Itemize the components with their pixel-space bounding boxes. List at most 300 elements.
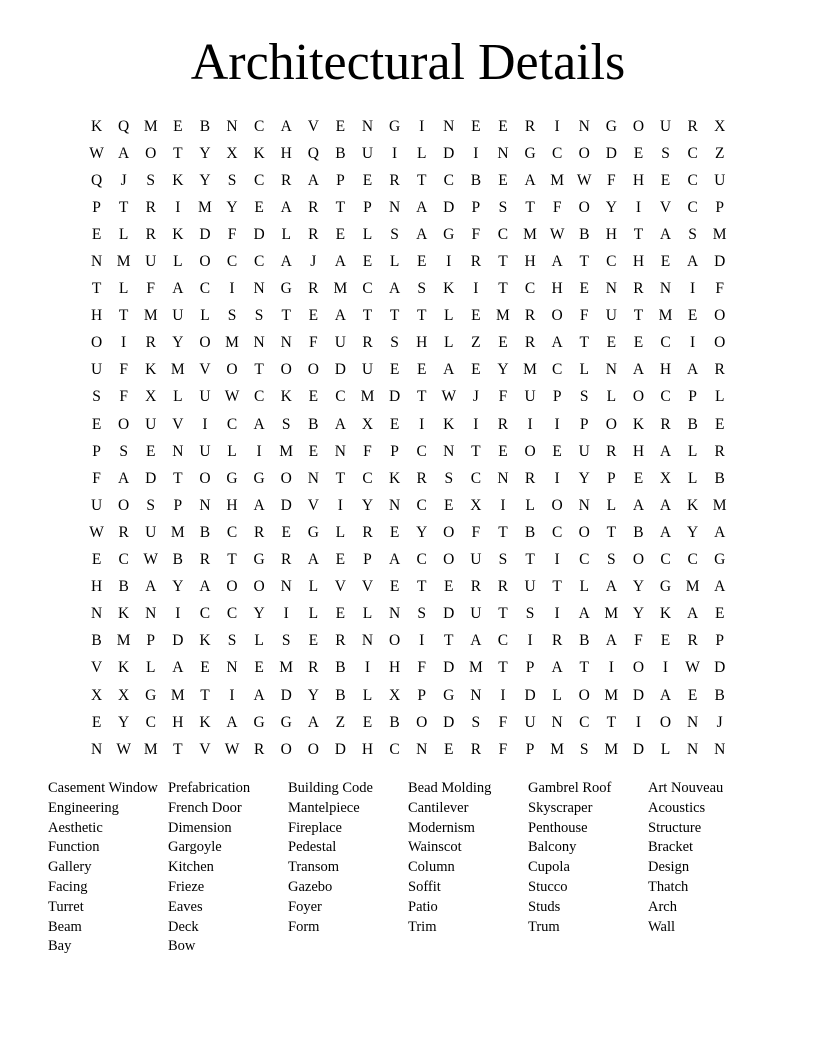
grid-letter: L [525, 496, 535, 514]
grid-letter: T [254, 361, 264, 379]
grid-letter: S [417, 605, 426, 623]
grid-letter: T [416, 307, 427, 325]
grid-letter: E [335, 605, 346, 623]
grid-letter: N [470, 686, 482, 704]
grid-letter: T [118, 307, 129, 325]
grid-letter: D [632, 740, 645, 758]
grid-letter: R [389, 171, 400, 189]
grid-letter: E [444, 578, 454, 596]
grid-letter: I [635, 198, 641, 216]
grid-letter: E [91, 225, 102, 243]
grid-letter: G [226, 469, 238, 487]
grid-letter: C [253, 171, 265, 189]
grid-letter: O [118, 496, 130, 514]
grid-letter: U [361, 144, 374, 162]
grid-letter: K [443, 415, 455, 433]
grid-letter: K [199, 632, 211, 650]
grid-letter: L [579, 578, 589, 596]
grid-letter: B [335, 144, 346, 162]
grid-letter: I [690, 280, 696, 298]
grid-letter: A [659, 523, 672, 541]
grid-letter: M [170, 361, 185, 379]
grid-letter: E [660, 253, 671, 271]
grid-letter: J [472, 388, 479, 406]
grid-letter: P [715, 632, 725, 650]
word-list-item: Modernism [408, 819, 475, 836]
grid-letter: C [362, 469, 373, 487]
grid-letter: A [551, 334, 563, 352]
word-list-item: Transom [288, 859, 340, 876]
grid-letter: N [361, 117, 374, 135]
grid-letter: E [714, 415, 725, 433]
grid-letter: A [659, 442, 672, 460]
grid-letter: N [388, 496, 401, 514]
grid-letter: L [200, 307, 210, 325]
grid-letter: I [175, 605, 181, 623]
grid-letter: P [688, 388, 697, 406]
grid-letter: U [470, 551, 482, 569]
grid-letter: I [419, 117, 425, 135]
grid-letter: E [281, 523, 291, 541]
grid-letter: M [143, 117, 158, 135]
grid-letter: T [498, 523, 508, 541]
grid-letter: E [254, 198, 264, 216]
grid-letter: N [90, 605, 103, 623]
grid-letter: A [253, 415, 265, 433]
grid-letter: S [227, 171, 237, 189]
word-list-item: Form [288, 918, 320, 935]
grid-letter: V [199, 740, 211, 758]
word-list-item: Mantelpiece [288, 799, 360, 816]
grid-letter: B [335, 686, 346, 704]
grid-letter: T [552, 578, 562, 596]
grid-letter: A [687, 361, 699, 379]
grid-letter: N [307, 469, 319, 487]
grid-letter: N [280, 578, 292, 596]
grid-letter: U [524, 388, 536, 406]
grid-letter: R [551, 632, 563, 650]
grid-letter: O [659, 713, 672, 731]
grid-letter: D [443, 659, 455, 677]
grid-letter: N [551, 713, 563, 731]
grid-letter: O [388, 632, 401, 650]
grid-letter: A [334, 307, 346, 325]
grid-letter: G [605, 117, 617, 135]
grid-letter: E [362, 713, 373, 731]
grid-letter: H [90, 307, 103, 325]
grid-letter: M [685, 578, 700, 596]
grid-letter: A [307, 171, 319, 189]
grid-letter: H [416, 334, 428, 352]
word-list-item: Gambrel Roof [528, 780, 612, 796]
grid-letter: O [605, 415, 617, 433]
grid-letter: P [146, 632, 156, 650]
grid-letter: E [308, 388, 319, 406]
word-list-item: Trum [528, 918, 560, 935]
grid-letter: I [690, 334, 696, 352]
grid-letter: R [606, 442, 617, 460]
grid-letter: P [92, 442, 101, 460]
grid-letter: T [200, 686, 210, 704]
grid-letter: E [389, 578, 400, 596]
word-list-item: Deck [168, 918, 199, 935]
word-list-item: Beam [48, 918, 82, 935]
grid-letter: O [118, 415, 130, 433]
grid-letter: Z [471, 334, 481, 352]
grid-letter: M [279, 659, 294, 677]
grid-letter: V [659, 198, 672, 216]
grid-letter: C [226, 415, 238, 433]
grid-letter: L [146, 659, 156, 677]
grid-letter: C [660, 551, 671, 569]
grid-letter: A [416, 225, 428, 243]
grid-letter: T [416, 578, 427, 596]
grid-letter: D [334, 361, 346, 379]
grid-letter: C [199, 605, 211, 623]
grid-letter: I [202, 415, 208, 433]
grid-letter: T [498, 605, 508, 623]
grid-letter: T [335, 469, 346, 487]
grid-letter: S [92, 388, 101, 406]
grid-letter: U [145, 253, 157, 271]
grid-letter: I [527, 415, 533, 433]
grid-letter: D [443, 198, 455, 216]
grid-letter: N [253, 334, 265, 352]
word-list-item: Facing [48, 878, 88, 895]
grid-letter: N [90, 740, 103, 758]
grid-letter: R [660, 415, 671, 433]
grid-letter: A [226, 713, 238, 731]
grid-letter: C [497, 225, 509, 243]
grid-letter: U [524, 578, 536, 596]
grid-letter: N [172, 442, 184, 460]
grid-letter: D [524, 686, 536, 704]
grid-letter: E [498, 334, 508, 352]
grid-letter: O [632, 659, 645, 677]
grid-letter: F [227, 225, 237, 243]
word-list-item: Bracket [648, 839, 694, 856]
grid-letter: C [335, 388, 346, 406]
grid-letter: O [416, 713, 428, 731]
grid-letter: N [605, 361, 617, 379]
grid-letter: A [714, 523, 726, 541]
grid-letter: I [229, 686, 235, 704]
grid-letter: M [170, 523, 185, 541]
grid-letter: J [120, 171, 127, 189]
grid-letter: K [659, 605, 672, 623]
grid-letter: M [604, 686, 619, 704]
grid-letter: G [443, 686, 455, 704]
grid-letter: O [632, 117, 645, 135]
grid-letter: W [685, 659, 700, 677]
grid-letter: F [498, 388, 508, 406]
grid-letter: I [527, 632, 533, 650]
grid-letter: A [443, 361, 455, 379]
grid-letter: R [308, 280, 319, 298]
grid-letter: C [551, 361, 563, 379]
grid-letter: C [416, 442, 427, 460]
grid-letter: B [714, 469, 725, 487]
grid-letter: O [632, 551, 645, 569]
grid-letter: O [226, 361, 238, 379]
grid-letter: A [253, 686, 265, 704]
grid-letter: D [145, 469, 157, 487]
grid-letter: S [498, 198, 508, 216]
grid-letter: N [714, 740, 726, 758]
grid-letter: N [199, 496, 211, 514]
word-list-item [408, 937, 528, 957]
grid-letter: R [524, 469, 536, 487]
grid-letter: Z [714, 144, 725, 162]
grid-letter: M [496, 307, 510, 325]
grid-letter: A [632, 496, 645, 514]
grid-letter: S [661, 144, 670, 162]
grid-letter: D [199, 225, 211, 243]
grid-letter: M [550, 740, 565, 758]
grid-letter: P [336, 171, 345, 189]
word-list-item: Cantilever [408, 799, 469, 816]
grid-letter: E [498, 171, 508, 189]
grid-letter: R [308, 659, 319, 677]
grid-letter: O [253, 578, 265, 596]
grid-letter: T [173, 144, 183, 162]
grid-letter: C [687, 171, 698, 189]
grid-letter: E [146, 442, 156, 460]
grid-letter: X [90, 686, 103, 704]
grid-letter: E [714, 605, 725, 623]
word-list-item: Patio [408, 898, 438, 915]
grid-letter: C [118, 551, 129, 569]
grid-letter: C [660, 334, 671, 352]
word-list-item: Turret [48, 898, 84, 915]
grid-letter: N [388, 198, 401, 216]
grid-letter: S [146, 171, 156, 189]
grid-letter: X [659, 469, 672, 487]
grid-letter: Y [199, 144, 211, 162]
grid-letter: E [444, 740, 454, 758]
grid-letter: M [360, 388, 375, 406]
grid-letter: O [578, 523, 590, 541]
grid-letter: N [90, 253, 103, 271]
word-list-item: Stucco [528, 878, 568, 895]
grid-letter: C [470, 469, 482, 487]
grid-letter: H [551, 280, 563, 298]
grid-letter: W [116, 740, 131, 758]
grid-letter: A [416, 198, 428, 216]
grid-letter: R [714, 361, 725, 379]
grid-letter: L [227, 442, 237, 460]
grid-letter: C [660, 388, 671, 406]
grid-letter: E [173, 117, 183, 135]
grid-letter: D [443, 144, 455, 162]
grid-letter: A [334, 253, 346, 271]
grid-letter: X [226, 144, 238, 162]
grid-letter: C [687, 144, 698, 162]
grid-letter: G [443, 225, 455, 243]
grid-letter: R [687, 117, 698, 135]
grid-letter: S [390, 334, 399, 352]
grid-letter: A [470, 632, 482, 650]
grid-letter: O [280, 361, 292, 379]
grid-letter: R [633, 280, 644, 298]
grid-letter: E [633, 144, 644, 162]
grid-letter: W [576, 171, 592, 189]
grid-letter: A [199, 578, 211, 596]
grid-letter: A [307, 713, 319, 731]
grid-letter: C [226, 605, 238, 623]
grid-letter: L [118, 280, 129, 298]
word-list-item: Aesthetic [48, 819, 103, 836]
word-list-item: Foyer [288, 898, 322, 915]
grid-letter: L [687, 442, 698, 460]
grid-letter: F [119, 361, 128, 379]
grid-letter: E [335, 551, 346, 569]
grid-letter: N [497, 144, 509, 162]
grid-letter: M [279, 442, 294, 460]
grid-letter: F [471, 523, 481, 541]
grid-letter: A [253, 496, 265, 514]
grid-letter: F [146, 280, 156, 298]
grid-letter: P [552, 388, 562, 406]
word-list [48, 779, 768, 957]
grid-letter: O [307, 740, 319, 758]
grid-letter: R [308, 225, 319, 243]
grid-letter: T [498, 253, 508, 271]
grid-letter: K [632, 415, 645, 433]
grid-letter: B [335, 659, 346, 677]
word-list-item: Prefabrication [168, 780, 251, 796]
grid-letter: K [443, 280, 455, 298]
grid-letter: R [145, 334, 156, 352]
grid-letter: J [716, 713, 723, 731]
grid-letter: R [253, 740, 265, 758]
grid-letter: O [714, 334, 726, 352]
grid-letter: G [280, 713, 292, 731]
grid-letter: P [471, 198, 481, 216]
grid-letter: E [362, 253, 373, 271]
grid-letter: T [416, 388, 427, 406]
grid-letter: L [606, 388, 617, 406]
grid-letter: T [633, 225, 644, 243]
grid-letter: G [659, 578, 672, 596]
grid-letter: I [121, 334, 127, 352]
grid-letter: H [361, 740, 374, 758]
grid-letter: E [579, 280, 589, 298]
word-list-item: Thatch [648, 878, 689, 895]
grid-letter: R [253, 523, 265, 541]
grid-letter: A [524, 171, 536, 189]
grid-letter: D [443, 713, 455, 731]
grid-letter: O [145, 144, 157, 162]
word-list-item: Bay [48, 938, 72, 955]
grid-letter: X [388, 686, 401, 704]
grid-letter: W [143, 551, 159, 569]
grid-letter: X [145, 388, 157, 406]
grid-letter: H [172, 713, 184, 731]
grid-letter: O [226, 578, 238, 596]
grid-letter: E [416, 253, 427, 271]
grid-letter: N [226, 659, 238, 677]
grid-letter: S [688, 225, 697, 243]
grid-letter: G [388, 117, 401, 135]
grid-letter: M [143, 307, 158, 325]
grid-letter: A [280, 117, 292, 135]
grid-letter: M [225, 334, 239, 352]
grid-letter: R [497, 578, 509, 596]
grid-letter: A [118, 469, 130, 487]
grid-letter: Y [172, 578, 184, 596]
grid-letter: S [227, 632, 237, 650]
grid-letter: U [361, 361, 374, 379]
grid-letter: I [473, 280, 479, 298]
grid-letter: L [362, 686, 373, 704]
grid-letter: E [687, 307, 698, 325]
grid-letter: O [524, 442, 536, 460]
grid-letter: B [91, 632, 102, 650]
grid-letter: L [389, 253, 400, 271]
grid-letter: L [308, 605, 319, 623]
grid-letter: I [256, 442, 262, 460]
grid-letter: P [579, 415, 589, 433]
grid-letter: M [170, 686, 185, 704]
grid-letter: T [498, 280, 508, 298]
grid-letter: T [498, 659, 508, 677]
grid-letter: L [281, 225, 291, 243]
grid-letter: A [605, 632, 617, 650]
word-list-item [648, 937, 768, 957]
grid-letter: T [606, 523, 617, 541]
grid-letter: O [90, 334, 103, 352]
grid-letter: T [91, 280, 102, 298]
grid-letter: C [253, 388, 265, 406]
grid-letter: R [470, 578, 482, 596]
grid-letter: K [172, 171, 184, 189]
grid-letter: F [417, 659, 426, 677]
word-list-item: Studs [528, 898, 561, 915]
grid-letter: C [551, 144, 563, 162]
grid-letter: G [524, 144, 536, 162]
grid-letter: T [633, 307, 644, 325]
grid-letter: M [523, 361, 537, 379]
grid-letter: V [334, 578, 346, 596]
grid-letter: E [606, 334, 617, 352]
grid-letter: N [578, 496, 590, 514]
grid-letter: H [632, 442, 645, 460]
grid-letter: L [335, 523, 346, 541]
grid-letter: L [173, 253, 183, 271]
grid-letter: T [579, 334, 589, 352]
grid-letter: Y [497, 361, 509, 379]
grid-letter: C [253, 117, 265, 135]
grid-letter: H [632, 171, 645, 189]
word-list-item: Eaves [168, 898, 203, 915]
grid-letter: D [714, 659, 726, 677]
grid-letter: S [579, 388, 589, 406]
grid-letter: A [659, 496, 672, 514]
grid-letter: I [554, 551, 560, 569]
grid-letter: I [662, 659, 669, 677]
word-list-item: Gallery [48, 859, 92, 876]
grid-letter: P [715, 198, 725, 216]
grid-letter: N [578, 117, 590, 135]
grid-letter: H [226, 496, 238, 514]
grid-letter: U [90, 496, 103, 514]
grid-letter: T [173, 740, 183, 758]
word-list-item: Gargoyle [168, 839, 222, 856]
grid-letter: L [579, 361, 589, 379]
grid-letter: L [173, 388, 183, 406]
grid-letter: T [579, 659, 589, 677]
